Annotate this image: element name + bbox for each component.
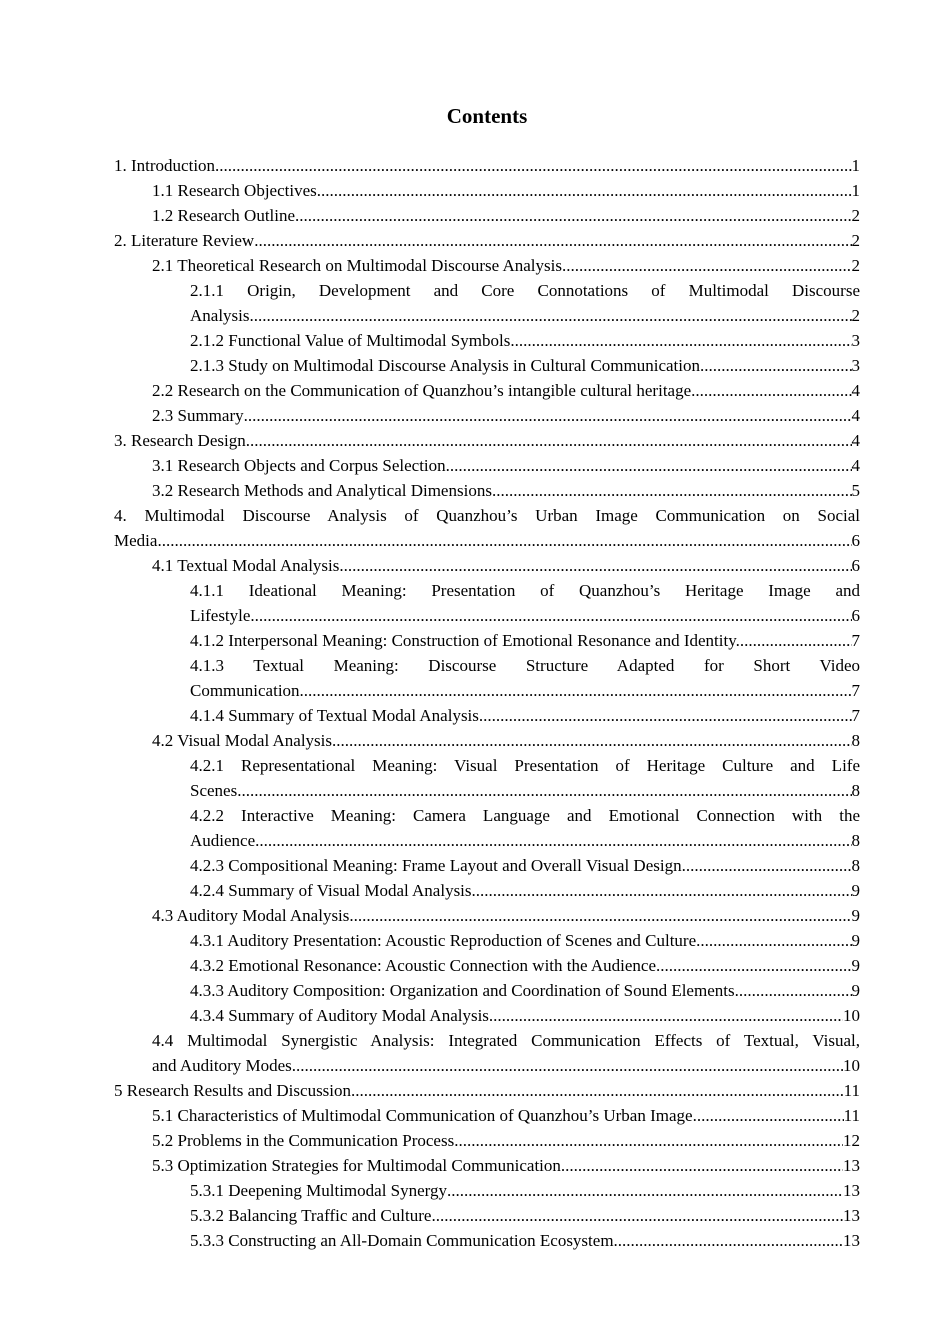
toc-entry-page-number: 7 <box>851 681 860 700</box>
toc-entry[interactable] <box>114 278 860 328</box>
toc-entry[interactable] <box>114 478 860 503</box>
toc-entry-row <box>190 628 860 653</box>
toc-entry-title: 4.3 Auditory Modal Analysis <box>152 906 350 925</box>
toc-entry-page-number: 10 <box>843 1056 860 1075</box>
toc-entry-title-line1: 4.1.1 Ideational Meaning: Presentation of Quanzhou’s Heritage Image and <box>190 581 860 600</box>
toc-entry-page-number: 13 <box>843 1156 860 1175</box>
toc-entry-title: and Auditory Modes <box>152 1056 292 1075</box>
toc-entry-page-number: 2 <box>851 256 860 275</box>
toc-entry-page-number: 4 <box>851 456 860 475</box>
toc-entry[interactable] <box>114 578 860 628</box>
toc-entry-row <box>152 478 860 503</box>
toc-entry-title: 4.3.4 Summary of Auditory Modal Analysis <box>190 1006 489 1025</box>
toc-entry[interactable] <box>114 228 860 253</box>
toc-entry[interactable] <box>114 1128 860 1153</box>
dot-leader <box>300 678 852 703</box>
dot-leader <box>656 953 852 978</box>
toc-entry[interactable] <box>114 1103 860 1128</box>
toc-entry-title: Audience <box>190 831 256 850</box>
toc-entry-title: 3.2 Research Methods and Analytical Dimensions <box>152 481 492 500</box>
toc-entry-row <box>190 353 860 378</box>
toc-entry-row <box>114 428 860 453</box>
dot-leader <box>700 353 852 378</box>
table-of-contents <box>114 153 860 1253</box>
toc-entry-page-number: 9 <box>851 931 860 950</box>
toc-entry-page-number: 2 <box>851 206 860 225</box>
toc-entry[interactable] <box>114 553 860 578</box>
dot-leader <box>237 778 851 803</box>
dot-leader <box>246 428 852 453</box>
toc-entry-title: 1. Introduction <box>114 156 216 175</box>
toc-entry-row <box>190 778 860 803</box>
toc-entry-row <box>190 828 860 853</box>
dot-leader <box>244 403 852 428</box>
dot-leader <box>693 1103 844 1128</box>
toc-entry-title: 4.2 Visual Modal Analysis <box>152 731 333 750</box>
toc-entry-title: 3.1 Research Objects and Corpus Selection <box>152 456 446 475</box>
toc-entry[interactable] <box>114 378 860 403</box>
toc-entry-page-number: 9 <box>851 881 860 900</box>
toc-entry-row <box>114 153 860 178</box>
toc-entry[interactable] <box>114 653 860 703</box>
toc-entry-title: 1.1 Research Objectives <box>152 181 317 200</box>
toc-entry-page-number: 6 <box>851 606 860 625</box>
dot-leader <box>157 528 851 553</box>
toc-entry-row <box>190 703 860 728</box>
dot-leader <box>332 728 851 753</box>
dot-leader <box>295 203 851 228</box>
toc-entry[interactable] <box>114 1203 860 1228</box>
toc-entry-title: 5.3.2 Balancing Traffic and Culture <box>190 1206 432 1225</box>
toc-entry-title: 4.3.3 Auditory Composition: Organization and Coordination of Sound Elements <box>190 981 735 1000</box>
toc-entry-page-number: 3 <box>851 356 860 375</box>
toc-entry-row <box>152 1153 860 1178</box>
toc-entry-title: 4.1.4 Summary of Textual Modal Analysis <box>190 706 479 725</box>
toc-entry-row <box>152 1128 860 1153</box>
toc-entry[interactable] <box>114 1078 860 1103</box>
dot-leader <box>349 903 851 928</box>
toc-entry-title: Lifestyle <box>190 606 251 625</box>
dot-leader <box>735 978 852 1003</box>
toc-entry-page-number: 3 <box>851 331 860 350</box>
toc-entry-page-number: 5 <box>851 481 860 500</box>
toc-entry-row <box>152 553 860 578</box>
toc-entry-page-number: 8 <box>851 731 860 750</box>
toc-entry[interactable] <box>114 1003 860 1028</box>
toc-entry-row <box>114 528 860 553</box>
toc-entry[interactable] <box>114 803 860 853</box>
toc-entry-title: 2.2 Research on the Communication of Quanzhou’s intangible cultural heritage <box>152 381 692 400</box>
toc-entry-row <box>152 1053 860 1078</box>
toc-entry-page-number: 11 <box>843 1106 860 1125</box>
toc-entry-row <box>190 1003 860 1028</box>
toc-entry-page-number: 10 <box>843 1006 860 1025</box>
toc-entry-row <box>190 303 860 328</box>
toc-entry[interactable] <box>114 728 860 753</box>
toc-entry-title: 5 Research Results and Discussion <box>114 1081 352 1100</box>
toc-entry[interactable] <box>114 453 860 478</box>
toc-entry-title: 5.3.3 Constructing an All-Domain Communication Ecosystem <box>190 1231 614 1250</box>
dot-leader <box>215 153 851 178</box>
toc-entry-page-number: 8 <box>851 856 860 875</box>
toc-entry[interactable] <box>114 428 860 453</box>
toc-entry-page-number: 4 <box>851 431 860 450</box>
dot-leader <box>254 228 851 253</box>
toc-entry[interactable] <box>114 353 860 378</box>
toc-entry-title: Scenes <box>190 781 238 800</box>
toc-entry-title: 2.3 Summary <box>152 406 244 425</box>
dot-leader <box>682 853 852 878</box>
toc-entry-title: 2. Literature Review <box>114 231 255 250</box>
toc-entry-page-number: 9 <box>851 981 860 1000</box>
toc-entry[interactable] <box>114 1228 860 1253</box>
toc-entry[interactable] <box>114 878 860 903</box>
dot-leader <box>446 453 852 478</box>
toc-entry-title: 4.3.2 Emotional Resonance: Acoustic Connection with the Audience <box>190 956 656 975</box>
toc-entry-title: 2.1 Theoretical Research on Multimodal Discourse Analysis <box>152 256 562 275</box>
toc-entry-page-number: 13 <box>843 1181 860 1200</box>
toc-entry-page-number: 12 <box>843 1131 860 1150</box>
toc-entry[interactable] <box>114 403 860 428</box>
toc-entry-row <box>190 1228 860 1253</box>
toc-entry-page-number: 13 <box>843 1206 860 1225</box>
toc-entry-row <box>190 1178 860 1203</box>
toc-entry[interactable] <box>114 628 860 653</box>
toc-entry[interactable] <box>114 1178 860 1203</box>
page-title: Contents <box>446 104 528 128</box>
dot-leader <box>454 1128 843 1153</box>
toc-entry-title: Communication <box>190 681 300 700</box>
toc-entry[interactable] <box>114 153 860 178</box>
toc-entry-title: 1.2 Research Outline <box>152 206 296 225</box>
toc-entry-title: 5.2 Problems in the Communication Process <box>152 1131 455 1150</box>
toc-entry[interactable] <box>114 753 860 803</box>
dot-leader <box>472 878 852 903</box>
toc-entry-title: 5.1 Characteristics of Multimodal Communication of Quanzhou’s Urban Image <box>152 1106 693 1125</box>
toc-entry[interactable] <box>114 1153 860 1178</box>
toc-entry-title: 2.1.3 Study on Multimodal Discourse Analysis in Cultural Communication <box>190 356 700 375</box>
toc-entry[interactable] <box>114 953 860 978</box>
dot-leader <box>250 603 851 628</box>
toc-entry-title: 2.1.2 Functional Value of Multimodal Symbols <box>190 331 511 350</box>
toc-entry-title: Media <box>114 531 158 550</box>
toc-entry-title: 4.1.2 Interpersonal Meaning: Construction of Emotional Resonance and Identity. <box>190 631 740 650</box>
dot-leader <box>561 1153 843 1178</box>
toc-entry-title: 4.3.1 Auditory Presentation: Acoustic Reproduction of Scenes and Culture <box>190 931 697 950</box>
toc-entry-page-number: 11 <box>843 1081 860 1100</box>
toc-entry-row <box>190 328 860 353</box>
toc-entry-page-number: 1 <box>851 181 860 200</box>
toc-entry[interactable] <box>114 703 860 728</box>
toc-entry-row <box>152 253 860 278</box>
dot-leader <box>255 828 851 853</box>
toc-entry-page-number: 9 <box>851 956 860 975</box>
toc-entry-title-line1: 4.1.3 Textual Meaning: Discourse Structure Adapted for Short Video <box>190 656 860 675</box>
dot-leader <box>292 1053 843 1078</box>
toc-entry-title: 5.3 Optimization Strategies for Multimodal Communication <box>152 1156 561 1175</box>
toc-entry-row <box>152 203 860 228</box>
toc-entry-title-line1: 4.4 Multimodal Synergistic Analysis: Integrated Communication Effects of Textual, Visual, <box>152 1031 860 1050</box>
toc-entry-title-line1: 4. Multimodal Discourse Analysis of Quanzhou’s Urban Image Communication on Social <box>114 506 860 525</box>
toc-entry-title: 3. Research Design <box>114 431 246 450</box>
dot-leader <box>351 1078 844 1103</box>
toc-entry[interactable] <box>114 203 860 228</box>
toc-entry-row <box>152 178 860 203</box>
toc-entry-row <box>190 878 860 903</box>
toc-entry-row <box>190 603 860 628</box>
toc-entry-row <box>152 903 860 928</box>
dot-leader <box>447 1178 843 1203</box>
toc-entry-title: 4.2.3 Compositional Meaning: Frame Layout and Overall Visual Design <box>190 856 682 875</box>
toc-entry-row <box>114 228 860 253</box>
dot-leader <box>740 628 852 653</box>
toc-entry-page-number: 7 <box>851 706 860 725</box>
toc-entry-row <box>152 378 860 403</box>
toc-entry[interactable] <box>114 903 860 928</box>
dot-leader <box>339 553 851 578</box>
dot-leader <box>479 703 852 728</box>
toc-entry-row <box>190 678 860 703</box>
toc-entry-row <box>190 953 860 978</box>
dot-leader <box>510 328 851 353</box>
toc-entry-title: 4.1 Textual Modal Analysis <box>152 556 340 575</box>
dot-leader <box>431 1203 843 1228</box>
toc-entry-row <box>152 1103 860 1128</box>
toc-entry-page-number: 4 <box>851 406 860 425</box>
dot-leader <box>614 1228 843 1253</box>
dot-leader <box>489 1003 843 1028</box>
toc-entry-row <box>114 1078 860 1103</box>
toc-entry[interactable] <box>114 253 860 278</box>
toc-entry[interactable] <box>114 928 860 953</box>
toc-entry-row <box>152 728 860 753</box>
toc-entry-page-number: 7 <box>851 631 860 650</box>
toc-entry-page-number: 2 <box>851 306 860 325</box>
toc-entry-row <box>190 928 860 953</box>
toc-entry-title: Analysis <box>190 306 250 325</box>
toc-entry-page-number: 1 <box>851 156 860 175</box>
dot-leader <box>691 378 851 403</box>
toc-entry[interactable] <box>114 328 860 353</box>
toc-entry-page-number: 6 <box>851 556 860 575</box>
toc-entry[interactable] <box>114 853 860 878</box>
toc-entry[interactable] <box>114 978 860 1003</box>
toc-entry-title-line1: 4.2.1 Representational Meaning: Visual Presentation of Heritage Culture and Life <box>190 756 860 775</box>
toc-entry[interactable] <box>114 1028 860 1078</box>
dot-leader <box>250 303 852 328</box>
toc-entry-page-number: 6 <box>851 531 860 550</box>
toc-entry-page-number: 9 <box>851 906 860 925</box>
toc-entry-row <box>190 978 860 1003</box>
dot-leader <box>562 253 852 278</box>
toc-entry-page-number: 4 <box>851 381 860 400</box>
toc-entry-page-number: 8 <box>851 831 860 850</box>
toc-entry[interactable] <box>114 178 860 203</box>
toc-entry-page-number: 2 <box>851 231 860 250</box>
toc-entry-title-line1: 4.2.2 Interactive Meaning: Camera Language and Emotional Connection with the <box>190 806 860 825</box>
dot-leader <box>696 928 851 953</box>
toc-entry-row <box>190 1203 860 1228</box>
toc-entry-title-line1: 2.1.1 Origin, Development and Core Connotations of Multimodal Discourse <box>190 281 860 300</box>
toc-entry-page-number: 13 <box>843 1231 860 1250</box>
dot-leader <box>492 478 852 503</box>
toc-entry-page-number: 8 <box>851 781 860 800</box>
toc-entry-title: 4.2.4 Summary of Visual Modal Analysis <box>190 881 472 900</box>
toc-entry-row <box>152 403 860 428</box>
toc-entry[interactable] <box>114 503 860 553</box>
dot-leader <box>317 178 852 203</box>
toc-entry-row <box>190 853 860 878</box>
toc-entry-row <box>152 453 860 478</box>
toc-entry-title: 5.3.1 Deepening Multimodal Synergy <box>190 1181 448 1200</box>
